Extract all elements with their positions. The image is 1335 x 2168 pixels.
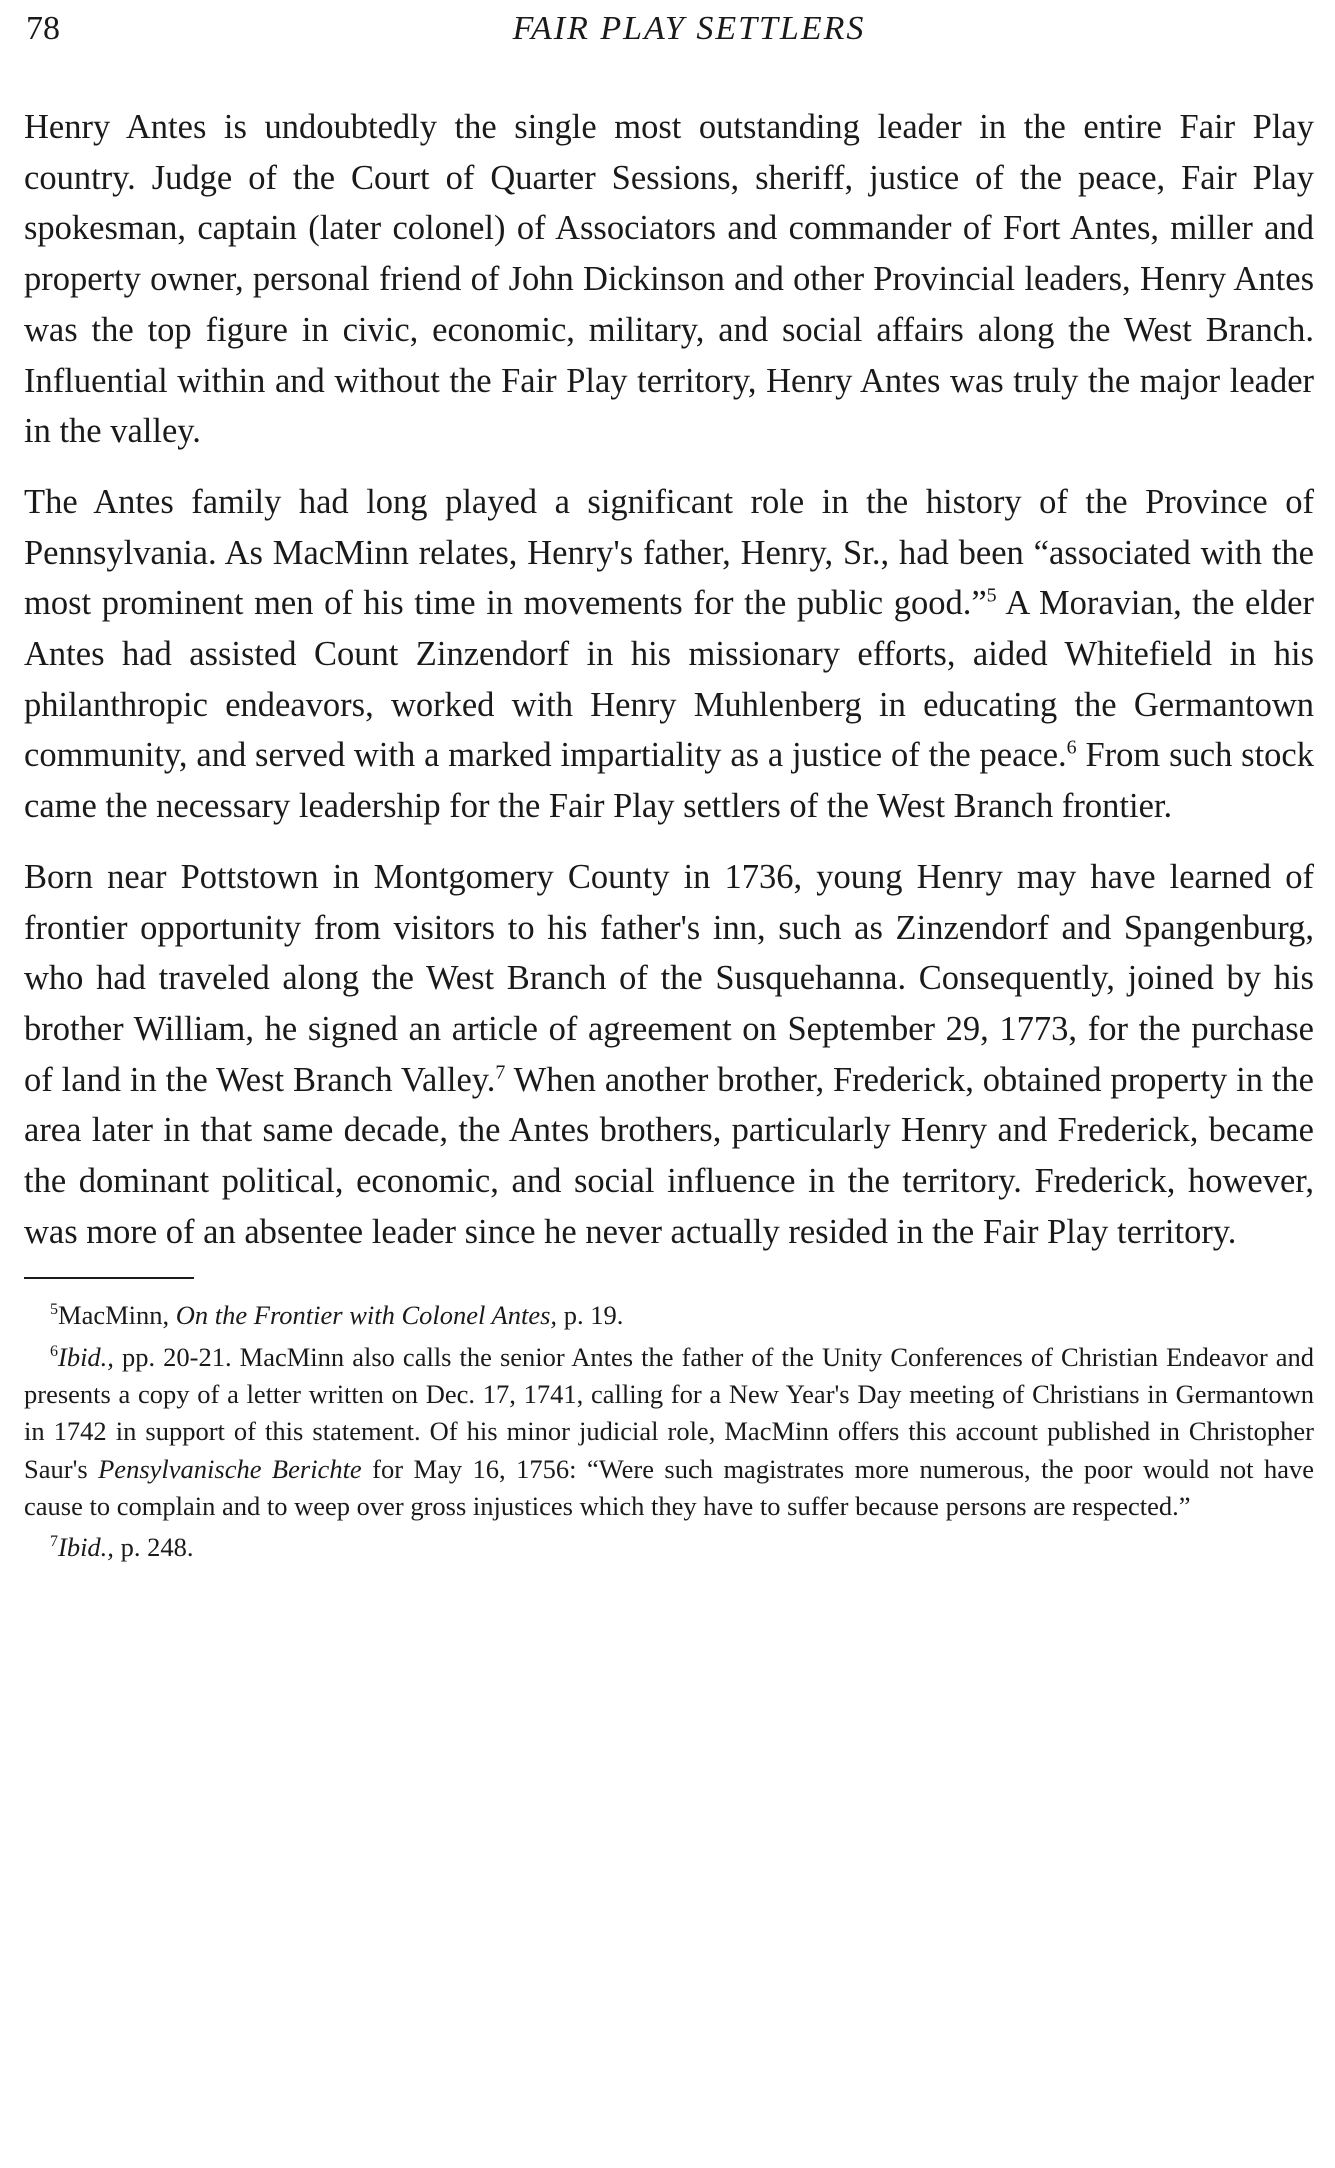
footnote-7-mark: 7 [50, 1533, 58, 1551]
footnote-6-ibid: Ibid., [58, 1341, 114, 1372]
footnote-6-title: Pensylvanische Berichte [98, 1453, 362, 1484]
footnote-6 [24, 1339, 1314, 1525]
paragraph-2 [24, 477, 1314, 832]
footnote-ref-5: 5 [986, 584, 997, 607]
paragraph-1 [24, 102, 1314, 457]
footnote-5-title: On the Frontier with Colonel Antes, [175, 1300, 558, 1331]
paragraph-3-text-b: When another brother, Frederick, obtained property in the area later in that same decade, the Antes brothers, particularly Henry and Frederick, became the dominant political, economic, and social influence in the territory. Frederick, however, was more of an absentee leader since he never actually resided in the Fair Play territory. [24, 1060, 1314, 1251]
paragraph-2-text-a: The Antes family had long played a significant role in the history of the Province of Pennsylvania. As MacMinn relates, Henry's father, Henry, Sr., had been “associated with the most prominent men of his time in movements for the public good.” [24, 482, 1314, 623]
footnote-ref-6: 6 [1066, 736, 1077, 759]
footnote-5-text-b: p. 19. [557, 1300, 624, 1331]
book-page [24, 0, 1314, 1571]
footnote-7 [24, 1529, 1314, 1566]
footnote-ref-7: 7 [495, 1061, 506, 1084]
paragraph-2-text-c: From such stock came the necessary leadership for the Fair Play settlers of the West Branch frontier. [24, 736, 1314, 826]
footnote-6-text-a: pp. 20-21. MacMinn also calls the senior Antes the father of the Unity Conferences of Christian Endeavor and presents a copy of a letter written on Dec. 17, 1741, calling for a New Year's Day meeting of Christians in Germantown in 1742 in support of this statement. Of his minor judicial role, MacMinn offers this account published in Christopher Saur's [24, 1341, 1314, 1484]
footnote-7-ibid: Ibid., [58, 1532, 114, 1563]
paragraph-3 [24, 852, 1314, 1258]
footnote-5-text-a: MacMinn, [58, 1300, 176, 1331]
paragraph-3-text-a: Born near Pottstown in Montgomery County in 1736, young Henry may have learned of frontier opportunity from visitors to his father's inn, such as Zinzendorf and Spangenburg, who had traveled along the West Branch of the Susquehanna. Consequently, joined by his brother William, he signed an article of agreement on September 29, 1773, for the purchase of land in the West Branch Valley. [24, 857, 1314, 1099]
page-number: 78 [26, 10, 60, 47]
footnotes [24, 1297, 1314, 1566]
footnote-divider [24, 1277, 194, 1279]
footnote-6-text-b: for May 16, 1756: “Were such magistrates more numerous, the poor would not have cause to complain and to weep over gross injustices which they have to suffer because persons are respected.” [24, 1453, 1314, 1521]
paragraph-2-text-b: A Moravian, the elder Antes had assisted Count Zinzendorf in his missionary efforts, aided Whitefield in his philanthropic endeavors, worked with Henry Muhlenberg in educating the Germantown community, and served with a marked impartiality as a justice of the peace. [24, 584, 1314, 775]
footnote-5-mark: 5 [50, 1301, 58, 1319]
footnote-5 [24, 1297, 1314, 1334]
running-head [24, 0, 1314, 70]
running-title: FAIR PLAY SETTLERS [512, 10, 866, 47]
paragraph-1-text: Henry Antes is undoubtedly the single most outstanding leader in the entire Fair Play country. Judge of the Court of Quarter Sessions, sheriff, justice of the peace, Fair Play spokesman, captain (later colonel) of Associators and commander of Fort Antes, miller and property owner, personal friend of John Dickinson and other Provincial leaders, Henry Antes was the top figure in civic, economic, military, and social affairs along the West Branch. Influential within and without the Fair Play territory, Henry Antes was truly the major leader in the valley. [24, 108, 1314, 451]
footnote-6-mark: 6 [50, 1342, 58, 1360]
footnote-7-text-a: p. 248. [113, 1532, 194, 1563]
